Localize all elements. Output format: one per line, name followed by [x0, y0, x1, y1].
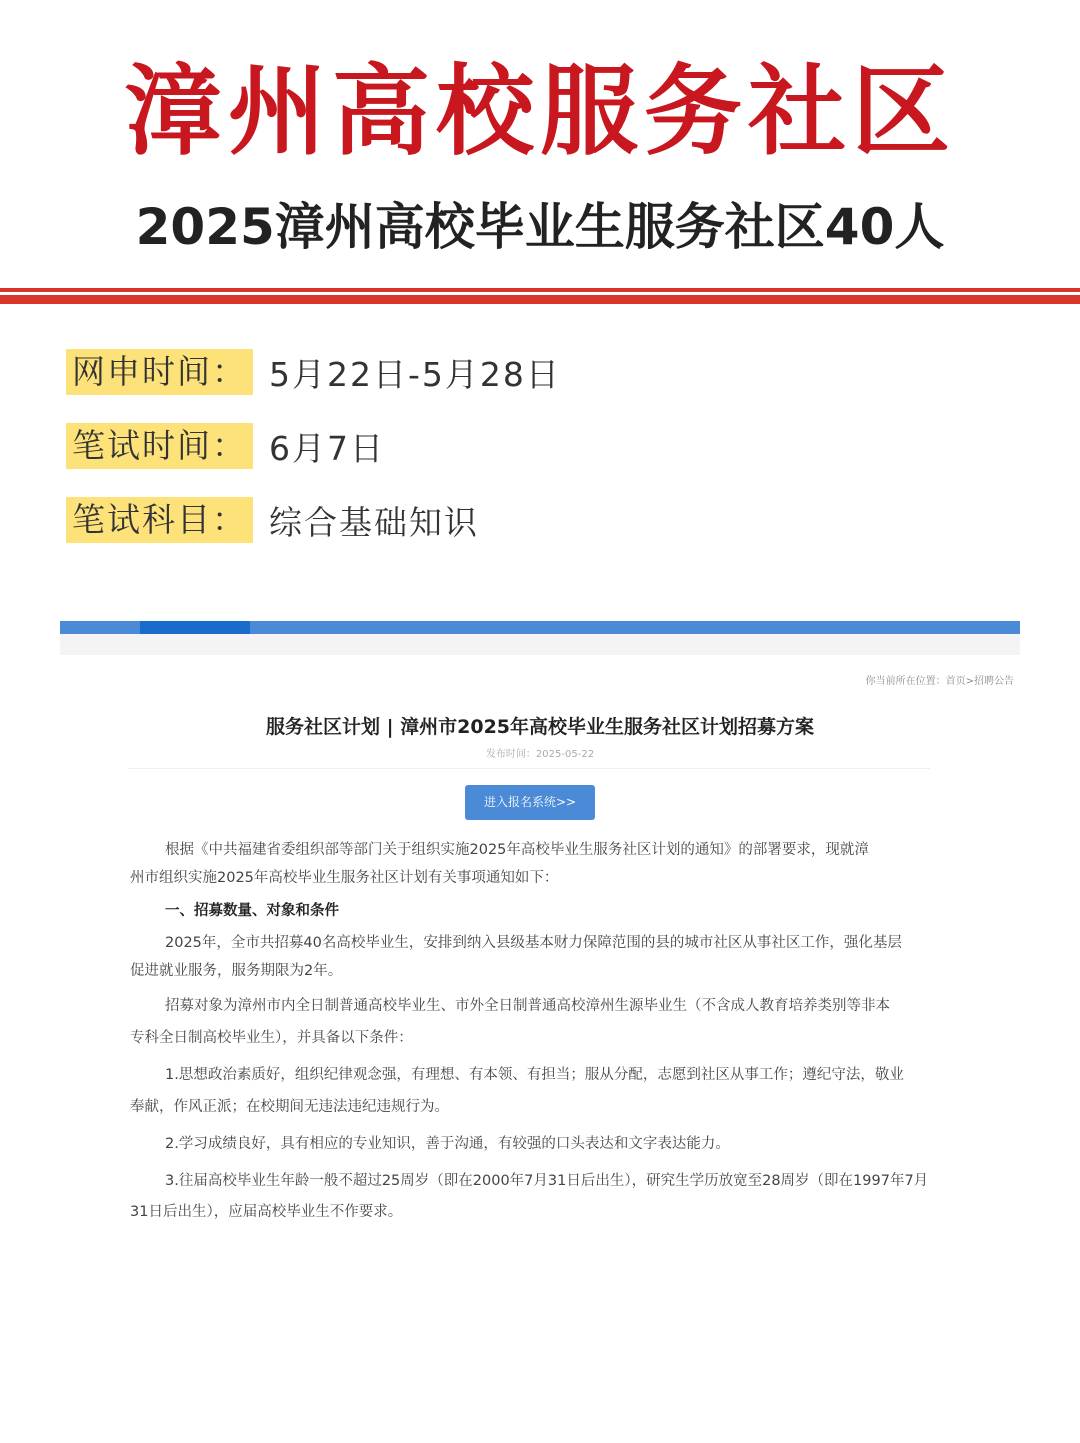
enter-registration-button[interactable]: 进入报名系统>> [465, 785, 595, 820]
publish-date: 发布时间：2025-05-22 [485, 749, 595, 760]
paragraph-line: 根据《中共福建省委组织部等部门关于组织实施2025年高校毕业生服务社区计划的通知》的部署要求，现就漳 [165, 842, 869, 858]
info-row-apply-time [66, 349, 561, 395]
info-row-exam-subject [66, 497, 479, 543]
paragraph-line: 1.思想政治素质好，组织纪律观念强，有理想、有本领、有担当；服从分配，志愿到社区从事工作；遵纪守法，敬业 [165, 1067, 904, 1083]
poster-subtitle: 2025漳州高校毕业生服务社区40人 [135, 198, 945, 256]
info-value: 5月22日-5月28日 [269, 354, 561, 394]
section-heading: 一、招募数量、对象和条件 [165, 903, 339, 919]
poster-title: 漳州高校服务社区 [123, 55, 956, 169]
info-value: 综合基础知识 [269, 502, 479, 542]
info-label: 笔试科目： [66, 497, 253, 543]
paragraph-line: 招募对象为漳州市内全日制普通高校毕业生、市外全日制普通高校漳州生源毕业生（不含成人教育培养类别等非本 [165, 998, 890, 1014]
info-label: 网申时间： [66, 349, 253, 395]
paragraph-line: 州市组织实施2025年高校毕业生服务社区计划有关事项通知如下： [130, 870, 559, 886]
breadcrumb: 你当前所在位置：首页>招聘公告 [865, 676, 1014, 687]
divider [0, 295, 1080, 304]
sub-nav-band [60, 634, 1020, 655]
paragraph-line: 2.学习成绩良好，具有相应的专业知识，善于沟通，有较强的口头表达和文字表达能力。 [165, 1136, 730, 1152]
paragraph-line: 促进就业服务，服务期限为2年。 [130, 963, 343, 979]
info-row-exam-time [66, 423, 385, 469]
divider [128, 768, 930, 769]
article-title: 服务社区计划 | 漳州市2025年高校毕业生服务社区计划招募方案 [265, 716, 815, 738]
paragraph-line: 31日后出生），应届高校毕业生不作要求。 [130, 1204, 403, 1220]
paragraph-line: 奉献，作风正派；在校期间无违法违纪违规行为。 [130, 1099, 449, 1115]
paragraph-line: 专科全日制高校毕业生），并具备以下条件： [130, 1030, 413, 1046]
paragraph-line: 3.往届高校毕业生年龄一般不超过25周岁（即在2000年7月31日后出生），研究生学历放宽至28周岁（即在1997年7月 [165, 1173, 929, 1189]
divider [0, 288, 1080, 292]
paragraph-line: 2025年，全市共招募40名高校毕业生，安排到纳入县级基本财力保障范围的县的城市社区从事社区工作，强化基层 [165, 935, 902, 951]
nav-active-item[interactable] [140, 621, 250, 634]
info-label: 笔试时间： [66, 423, 253, 469]
info-value: 6月7日 [269, 428, 385, 468]
